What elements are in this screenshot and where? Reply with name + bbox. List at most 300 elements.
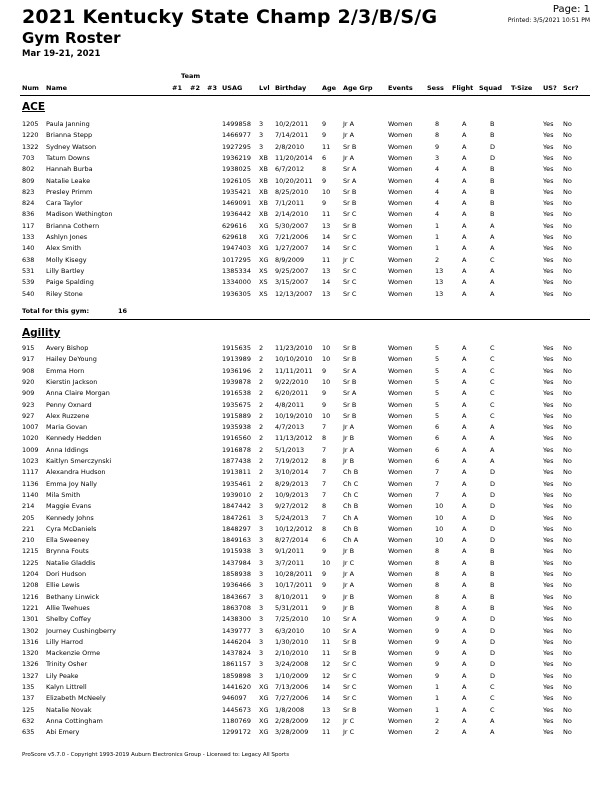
cell-us: Yes bbox=[543, 244, 554, 253]
cell-us: Yes bbox=[543, 637, 554, 646]
cell-session: 8 bbox=[435, 131, 440, 140]
cell-us: Yes bbox=[543, 536, 554, 545]
cell-usag: 1926105 bbox=[222, 176, 251, 185]
cell-session: 13 bbox=[435, 278, 444, 287]
cell-num: 1020 bbox=[22, 434, 39, 443]
cell-events: Women bbox=[388, 502, 413, 511]
cell-birthday: 7/27/2006 bbox=[275, 694, 309, 703]
cell-scratch: No bbox=[563, 389, 572, 398]
column-header-scratch: Scr? bbox=[563, 84, 579, 92]
column-header-team: Team bbox=[181, 72, 201, 80]
cell-session: 4 bbox=[435, 199, 440, 208]
cell-birthday: 10/12/2012 bbox=[275, 524, 313, 533]
cell-level: 2 bbox=[259, 355, 264, 364]
cell-usag: 1180769 bbox=[222, 716, 251, 725]
cell-flight: A bbox=[462, 592, 467, 601]
cell-level: 3 bbox=[259, 581, 264, 590]
cell-age-group: Sr B bbox=[343, 400, 357, 409]
cell-session: 1 bbox=[435, 705, 440, 714]
cell-age: 7 bbox=[322, 468, 327, 477]
table-row bbox=[0, 233, 612, 244]
table-row bbox=[0, 514, 612, 525]
cell-usag: 1439777 bbox=[222, 626, 251, 635]
cell-session: 8 bbox=[435, 558, 440, 567]
cell-squad: C bbox=[490, 411, 495, 420]
cell-age-group: Ch B bbox=[343, 524, 359, 533]
cell-flight: A bbox=[462, 547, 467, 556]
cell-flight: A bbox=[462, 434, 467, 443]
cell-num: 125 bbox=[22, 705, 35, 714]
cell-events: Women bbox=[388, 423, 413, 432]
cell-name: Abi Emery bbox=[46, 728, 80, 737]
cell-scratch: No bbox=[563, 278, 572, 287]
cell-scratch: No bbox=[563, 490, 572, 499]
table-row bbox=[0, 468, 612, 479]
cell-flight: A bbox=[462, 366, 467, 375]
cell-level: 3 bbox=[259, 649, 264, 658]
cell-flight: A bbox=[462, 728, 467, 737]
column-header-birthday: Birthday bbox=[275, 84, 307, 92]
cell-name: Brianna Stepp bbox=[46, 131, 93, 140]
cell-events: Women bbox=[388, 153, 413, 162]
cell-squad: D bbox=[490, 153, 496, 162]
cell-age-group: Sr B bbox=[343, 637, 357, 646]
cell-squad: B bbox=[490, 558, 495, 567]
cell-session: 13 bbox=[435, 266, 444, 275]
cell-age-group: Jr A bbox=[343, 445, 355, 454]
column-header-name: Name bbox=[46, 84, 68, 92]
cell-age-group: Jr A bbox=[343, 570, 355, 578]
cell-squad: B bbox=[490, 210, 495, 219]
cell-flight: A bbox=[462, 637, 467, 646]
cell-level: XS bbox=[259, 289, 268, 298]
cell-age: 9 bbox=[322, 389, 327, 398]
cell-age-group: Jr A bbox=[343, 131, 355, 140]
cell-scratch: No bbox=[563, 142, 572, 151]
cell-squad: C bbox=[490, 389, 495, 398]
cell-flight: A bbox=[462, 570, 467, 578]
cell-name: Allie Twehues bbox=[46, 603, 90, 612]
cell-us: Yes bbox=[543, 445, 554, 454]
cell-age-group: Jr B bbox=[343, 434, 355, 443]
cell-usag: 946097 bbox=[222, 694, 247, 703]
table-row bbox=[0, 389, 612, 400]
cell-session: 4 bbox=[435, 165, 440, 174]
column-header-usag: USAG bbox=[222, 84, 243, 92]
cell-events: Women bbox=[388, 524, 413, 533]
cell-us: Yes bbox=[543, 377, 554, 386]
cell-num: 205 bbox=[22, 513, 35, 522]
cell-birthday: 7/14/2011 bbox=[275, 131, 309, 140]
cell-session: 10 bbox=[435, 513, 444, 522]
cell-usag: 1877438 bbox=[222, 457, 251, 465]
cell-age: 12 bbox=[322, 660, 331, 669]
cell-session: 1 bbox=[435, 683, 440, 691]
cell-scratch: No bbox=[563, 355, 572, 364]
cell-us: Yes bbox=[543, 581, 554, 590]
cell-age-group: Ch A bbox=[343, 536, 359, 545]
cell-age-group: Sr C bbox=[343, 233, 357, 241]
cell-session: 10 bbox=[435, 536, 444, 545]
cell-session: 8 bbox=[435, 592, 440, 601]
cell-us: Yes bbox=[543, 683, 554, 691]
cell-birthday: 6/3/2010 bbox=[275, 626, 305, 635]
cell-birthday: 10/20/2011 bbox=[275, 176, 313, 185]
cell-squad: B bbox=[490, 165, 495, 174]
table-row bbox=[0, 143, 612, 154]
cell-num: 703 bbox=[22, 153, 35, 162]
cell-events: Women bbox=[388, 592, 413, 601]
cell-flight: A bbox=[462, 468, 467, 477]
cell-events: Women bbox=[388, 187, 413, 196]
table-row bbox=[0, 491, 612, 502]
cell-num: 635 bbox=[22, 728, 35, 737]
cell-us: Yes bbox=[543, 355, 554, 364]
cell-squad: C bbox=[490, 255, 495, 264]
cell-age-group: Sr C bbox=[343, 244, 357, 253]
cell-us: Yes bbox=[543, 603, 554, 612]
cell-age: 9 bbox=[322, 570, 327, 578]
cell-birthday: 12/13/2007 bbox=[275, 289, 313, 298]
cell-us: Yes bbox=[543, 547, 554, 556]
cell-flight: A bbox=[462, 131, 467, 140]
page-footer: ProScore v5.7.0 - Copyright 1993-2019 Auburn Electronics Group - Licensed to: Legacy All Sports bbox=[22, 752, 290, 758]
cell-level: XG bbox=[259, 255, 269, 264]
cell-flight: A bbox=[462, 479, 467, 488]
cell-us: Yes bbox=[543, 626, 554, 635]
cell-us: Yes bbox=[543, 400, 554, 409]
cell-usag: 1863708 bbox=[222, 603, 251, 612]
cell-flight: A bbox=[462, 513, 467, 522]
cell-birthday: 3/15/2007 bbox=[275, 278, 309, 287]
column-header-squad: Squad bbox=[479, 84, 503, 92]
table-row bbox=[0, 728, 612, 739]
cell-scratch: No bbox=[563, 660, 572, 669]
cell-scratch: No bbox=[563, 221, 572, 230]
cell-age-group: Sr B bbox=[343, 199, 357, 208]
cell-birthday: 1/10/2009 bbox=[275, 671, 309, 680]
gym-group-title: Agility bbox=[22, 327, 61, 339]
cell-name: Lilly Bartley bbox=[46, 266, 85, 275]
cell-level: 3 bbox=[259, 536, 264, 545]
table-row bbox=[0, 278, 612, 289]
cell-num: 137 bbox=[22, 694, 35, 703]
cell-usag: 1935938 bbox=[222, 423, 251, 432]
cell-us: Yes bbox=[543, 615, 554, 624]
cell-age: 10 bbox=[322, 558, 331, 567]
cell-name: Journey Cushingberry bbox=[46, 626, 117, 635]
cell-scratch: No bbox=[563, 289, 572, 298]
cell-flight: A bbox=[462, 671, 467, 680]
cell-age-group: Jr B bbox=[343, 457, 355, 465]
table-row bbox=[0, 457, 612, 468]
column-header-age: Age bbox=[322, 84, 337, 92]
table-row bbox=[0, 367, 612, 378]
cell-birthday: 7/19/2012 bbox=[275, 457, 309, 465]
cell-birthday: 5/30/2007 bbox=[275, 221, 309, 230]
cell-level: 3 bbox=[259, 131, 264, 140]
cell-num: 638 bbox=[22, 255, 35, 264]
cell-usag: 1858938 bbox=[222, 570, 251, 578]
cell-scratch: No bbox=[563, 683, 572, 691]
table-row bbox=[0, 446, 612, 457]
cell-session: 5 bbox=[435, 411, 440, 420]
cell-level: 2 bbox=[259, 479, 264, 488]
table-row bbox=[0, 210, 612, 221]
cell-birthday: 9/27/2012 bbox=[275, 502, 309, 511]
cell-birthday: 10/17/2011 bbox=[275, 581, 313, 590]
cell-flight: A bbox=[462, 649, 467, 658]
cell-flight: A bbox=[462, 289, 467, 298]
cell-level: 2 bbox=[259, 366, 264, 375]
cell-birthday: 1/27/2007 bbox=[275, 244, 309, 253]
table-row bbox=[0, 581, 612, 592]
cell-age: 8 bbox=[322, 524, 327, 533]
cell-events: Women bbox=[388, 355, 413, 364]
cell-usag: 1936305 bbox=[222, 289, 251, 298]
printed-timestamp: Printed: 3/5/2021 10:51 PM bbox=[507, 17, 590, 24]
cell-scratch: No bbox=[563, 649, 572, 658]
cell-squad: D bbox=[490, 626, 496, 635]
table-row bbox=[0, 615, 612, 626]
cell-squad: C bbox=[490, 344, 495, 352]
cell-session: 8 bbox=[435, 547, 440, 556]
cell-flight: A bbox=[462, 266, 467, 275]
cell-birthday: 10/2/2011 bbox=[275, 120, 309, 128]
cell-age: 10 bbox=[322, 615, 331, 624]
cell-session: 6 bbox=[435, 457, 440, 465]
cell-usag: 1916878 bbox=[222, 445, 251, 454]
cell-age: 13 bbox=[322, 266, 331, 275]
cell-age-group: Jr C bbox=[343, 558, 355, 567]
cell-usag: 1935421 bbox=[222, 187, 251, 196]
cell-usag: 1939010 bbox=[222, 490, 251, 499]
cell-flight: A bbox=[462, 660, 467, 669]
cell-events: Women bbox=[388, 626, 413, 635]
cell-usag: 1916538 bbox=[222, 389, 251, 398]
cell-scratch: No bbox=[563, 233, 572, 241]
cell-session: 5 bbox=[435, 377, 440, 386]
cell-session: 5 bbox=[435, 355, 440, 364]
cell-scratch: No bbox=[563, 366, 572, 375]
cell-squad: D bbox=[490, 671, 496, 680]
cell-age: 11 bbox=[322, 210, 331, 219]
cell-num: 632 bbox=[22, 716, 35, 725]
cell-level: 2 bbox=[259, 457, 264, 465]
cell-age: 13 bbox=[322, 221, 331, 230]
cell-events: Women bbox=[388, 558, 413, 567]
cell-age-group: Sr B bbox=[343, 411, 357, 420]
table-row bbox=[0, 638, 612, 649]
cell-name: Tatum Downs bbox=[46, 153, 90, 162]
cell-age: 9 bbox=[322, 400, 327, 409]
cell-age-group: Ch A bbox=[343, 513, 359, 522]
cell-name: Brianna Cothern bbox=[46, 221, 100, 230]
table-row bbox=[0, 502, 612, 513]
cell-age: 9 bbox=[322, 176, 327, 185]
cell-us: Yes bbox=[543, 728, 554, 737]
cell-num: 915 bbox=[22, 344, 35, 352]
cell-age: 7 bbox=[322, 445, 327, 454]
cell-flight: A bbox=[462, 502, 467, 511]
cell-level: 3 bbox=[259, 603, 264, 612]
cell-scratch: No bbox=[563, 570, 572, 578]
cell-name: Natalie Novak bbox=[46, 705, 92, 714]
cell-num: 1007 bbox=[22, 423, 39, 432]
cell-scratch: No bbox=[563, 255, 572, 264]
cell-events: Women bbox=[388, 728, 413, 737]
cell-level: XG bbox=[259, 694, 269, 703]
cell-name: Riley Stone bbox=[46, 289, 83, 298]
cell-flight: A bbox=[462, 278, 467, 287]
cell-age-group: Ch C bbox=[343, 479, 359, 488]
cell-scratch: No bbox=[563, 603, 572, 612]
cell-birthday: 4/7/2013 bbox=[275, 423, 305, 432]
cell-scratch: No bbox=[563, 502, 572, 511]
cell-us: Yes bbox=[543, 233, 554, 241]
cell-birthday: 9/25/2007 bbox=[275, 266, 309, 275]
header-divider bbox=[20, 95, 590, 96]
cell-num: 140 bbox=[22, 244, 35, 253]
cell-events: Women bbox=[388, 705, 413, 714]
cell-name: Ella Sweeney bbox=[46, 536, 90, 545]
cell-level: 3 bbox=[259, 502, 264, 511]
cell-birthday: 2/10/2010 bbox=[275, 649, 309, 658]
cell-scratch: No bbox=[563, 423, 572, 432]
cell-name: Kierstin Jackson bbox=[46, 377, 98, 386]
cell-name: Shelby Coffey bbox=[46, 615, 91, 624]
column-header-flight: Flight bbox=[452, 84, 474, 92]
cell-num: 1221 bbox=[22, 603, 39, 612]
cell-squad: D bbox=[490, 142, 496, 151]
cell-us: Yes bbox=[543, 278, 554, 287]
cell-name: Alex Smith bbox=[46, 244, 81, 253]
cell-num: 920 bbox=[22, 377, 35, 386]
cell-usag: 1334000 bbox=[222, 278, 251, 287]
cell-flight: A bbox=[462, 153, 467, 162]
cell-age-group: Jr A bbox=[343, 581, 355, 590]
cell-level: XG bbox=[259, 705, 269, 714]
cell-birthday: 11/23/2010 bbox=[275, 344, 313, 352]
cell-usag: 1445673 bbox=[222, 705, 251, 714]
cell-events: Women bbox=[388, 434, 413, 443]
cell-level: 2 bbox=[259, 400, 264, 409]
cell-squad: D bbox=[490, 649, 496, 658]
cell-age-group: Sr B bbox=[343, 649, 357, 658]
cell-usag: 1499858 bbox=[222, 120, 251, 128]
cell-us: Yes bbox=[543, 705, 554, 714]
cell-flight: A bbox=[462, 457, 467, 465]
cell-scratch: No bbox=[563, 626, 572, 635]
cell-age: 11 bbox=[322, 255, 331, 264]
cell-session: 5 bbox=[435, 344, 440, 352]
cell-flight: A bbox=[462, 244, 467, 253]
cell-flight: A bbox=[462, 142, 467, 151]
column-header-events: Events bbox=[388, 84, 413, 92]
page-number: Page: 1 bbox=[552, 4, 590, 15]
cell-birthday: 8/10/2011 bbox=[275, 592, 309, 601]
cell-us: Yes bbox=[543, 165, 554, 174]
cell-level: XB bbox=[259, 187, 268, 196]
cell-usag: 1947403 bbox=[222, 244, 251, 253]
cell-birthday: 1/30/2010 bbox=[275, 637, 309, 646]
cell-name: Natalie Gladdis bbox=[46, 558, 96, 567]
cell-name: Ellie Lewis bbox=[46, 581, 80, 590]
cell-squad: C bbox=[490, 683, 495, 691]
cell-us: Yes bbox=[543, 120, 554, 128]
cell-level: 3 bbox=[259, 558, 264, 567]
cell-us: Yes bbox=[543, 366, 554, 375]
cell-age: 10 bbox=[322, 626, 331, 635]
cell-us: Yes bbox=[543, 289, 554, 298]
cell-age-group: Sr B bbox=[343, 705, 357, 714]
cell-events: Women bbox=[388, 445, 413, 454]
cell-age-group: Jr C bbox=[343, 716, 355, 725]
cell-events: Women bbox=[388, 479, 413, 488]
cell-name: Mackenzie Orme bbox=[46, 649, 101, 658]
cell-usag: 1438300 bbox=[222, 615, 251, 624]
cell-us: Yes bbox=[543, 524, 554, 533]
cell-level: XG bbox=[259, 683, 269, 691]
cell-events: Women bbox=[388, 615, 413, 624]
cell-us: Yes bbox=[543, 266, 554, 275]
cell-birthday: 11/20/2014 bbox=[275, 153, 313, 162]
cell-us: Yes bbox=[543, 513, 554, 522]
cell-squad: A bbox=[490, 289, 495, 298]
cell-age-group: Jr B bbox=[343, 592, 355, 601]
cell-squad: A bbox=[490, 221, 495, 230]
group-divider bbox=[20, 319, 590, 320]
cell-age: 9 bbox=[322, 603, 327, 612]
cell-name: Elizabeth McNeely bbox=[46, 694, 106, 703]
cell-level: 2 bbox=[259, 344, 264, 352]
cell-age-group: Sr B bbox=[343, 344, 357, 352]
cell-events: Women bbox=[388, 490, 413, 499]
cell-scratch: No bbox=[563, 176, 572, 185]
cell-level: 2 bbox=[259, 445, 264, 454]
cell-us: Yes bbox=[543, 187, 554, 196]
cell-scratch: No bbox=[563, 165, 572, 174]
cell-scratch: No bbox=[563, 411, 572, 420]
cell-events: Women bbox=[388, 131, 413, 140]
cell-flight: A bbox=[462, 694, 467, 703]
cell-birthday: 3/28/2009 bbox=[275, 728, 309, 737]
cell-age-group: Jr B bbox=[343, 547, 355, 556]
cell-level: XB bbox=[259, 165, 268, 174]
cell-events: Women bbox=[388, 266, 413, 275]
cell-age-group: Jr C bbox=[343, 255, 355, 264]
cell-session: 9 bbox=[435, 649, 440, 658]
cell-squad: A bbox=[490, 716, 495, 725]
cell-age: 9 bbox=[322, 131, 327, 140]
cell-flight: A bbox=[462, 389, 467, 398]
table-row bbox=[0, 131, 612, 142]
cell-age-group: Sr C bbox=[343, 266, 357, 275]
cell-birthday: 10/28/2011 bbox=[275, 570, 313, 578]
cell-num: 1326 bbox=[22, 660, 39, 669]
cell-num: 1208 bbox=[22, 581, 39, 590]
cell-scratch: No bbox=[563, 581, 572, 590]
table-row bbox=[0, 423, 612, 434]
cell-age-group: Sr B bbox=[343, 187, 357, 196]
cell-age: 14 bbox=[322, 694, 331, 703]
cell-num: 1117 bbox=[22, 468, 39, 477]
cell-us: Yes bbox=[543, 716, 554, 725]
table-row bbox=[0, 188, 612, 199]
cell-level: 3 bbox=[259, 592, 264, 601]
cell-birthday: 3/7/2011 bbox=[275, 558, 305, 567]
cell-level: XG bbox=[259, 233, 269, 241]
